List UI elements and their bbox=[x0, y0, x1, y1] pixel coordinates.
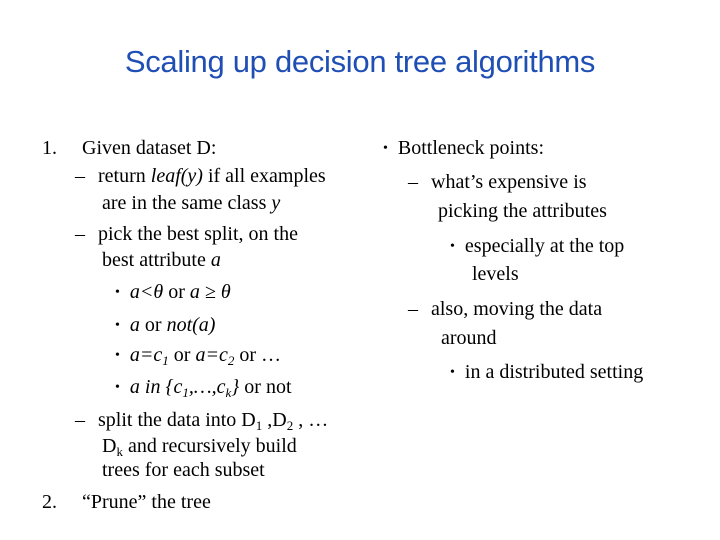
dash-marker: – bbox=[75, 409, 85, 431]
dash-marker: – bbox=[408, 298, 418, 320]
subscript: 1 bbox=[162, 353, 169, 368]
math-expr: a<θ bbox=[129, 281, 164, 303]
text-fragment: also, moving the data bbox=[431, 298, 603, 320]
sub-item-continuation bbox=[102, 191, 280, 215]
right-sub-continuation bbox=[438, 199, 607, 223]
math-expr: a ≥ θ bbox=[189, 281, 231, 303]
text-fragment: if all examples bbox=[202, 165, 326, 187]
subscript: 2 bbox=[286, 418, 294, 433]
list-text: “Prune” the tree bbox=[82, 491, 211, 513]
right-sub-continuation bbox=[441, 326, 497, 350]
text-fragment: return bbox=[98, 165, 151, 187]
text-fragment: especially at the top bbox=[464, 235, 625, 257]
text-fragment: or not bbox=[239, 376, 292, 398]
list-marker: 1. bbox=[42, 137, 57, 159]
text-fragment: trees for each subset bbox=[102, 459, 265, 481]
text-fragment: Bottleneck points: bbox=[397, 137, 544, 159]
slide-title: Scaling up decision tree algorithms bbox=[124, 44, 596, 79]
subscript: 2 bbox=[227, 353, 235, 368]
sub-item-continuation bbox=[102, 458, 265, 482]
math-expr: a=c bbox=[195, 344, 228, 366]
math-expr: a in {c bbox=[129, 376, 183, 398]
list-marker: 2. bbox=[42, 491, 57, 513]
right-sub-expensive bbox=[408, 170, 587, 194]
bullet-icon: • bbox=[115, 348, 120, 363]
dash-marker: – bbox=[75, 165, 85, 187]
math-var: y bbox=[271, 192, 281, 214]
right-bullet-continuation bbox=[472, 262, 519, 286]
text-fragment: picking the attributes bbox=[438, 200, 607, 222]
right-bullet-distributed bbox=[450, 360, 643, 385]
text-fragment: what’s expensive is bbox=[431, 171, 587, 193]
text-fragment: D bbox=[102, 435, 117, 457]
list-text: Given dataset D: bbox=[82, 137, 217, 159]
subscript: 1 bbox=[182, 385, 189, 400]
sub-item-continuation bbox=[102, 248, 221, 272]
text-fragment: are in the same class bbox=[102, 192, 272, 214]
text-fragment: split the data into D bbox=[98, 409, 256, 431]
sub-item-continuation bbox=[102, 434, 297, 458]
bullet-icon: • bbox=[450, 239, 455, 254]
text-fragment: ,D bbox=[262, 409, 287, 431]
bullet-set bbox=[115, 375, 292, 400]
right-bullet-bottleneck bbox=[383, 136, 544, 161]
bullet-equals bbox=[115, 343, 281, 368]
bullet-icon: • bbox=[450, 365, 455, 380]
text-fragment: levels bbox=[472, 263, 519, 285]
bullet-icon: • bbox=[115, 318, 120, 333]
sub-item-best-split bbox=[75, 222, 298, 246]
math-leaf: leaf(y) bbox=[150, 165, 203, 187]
text-fragment: or bbox=[163, 281, 190, 303]
bullet-icon: • bbox=[115, 285, 120, 300]
text-fragment: , … bbox=[293, 409, 329, 431]
text-fragment: around bbox=[441, 327, 497, 349]
text-fragment: best attribute bbox=[102, 249, 211, 271]
math-expr: ,…,c bbox=[188, 376, 226, 398]
sub-item-return-leaf bbox=[75, 164, 326, 188]
math-expr: not(a) bbox=[166, 314, 216, 336]
list-item-2 bbox=[42, 490, 211, 514]
text-fragment: or … bbox=[234, 344, 281, 366]
bullet-icon: • bbox=[115, 380, 120, 395]
subscript: k bbox=[116, 444, 123, 459]
text-fragment: pick the best split, on the bbox=[98, 223, 298, 245]
math-expr: } bbox=[231, 376, 240, 398]
text-fragment: and recursively build bbox=[122, 435, 297, 457]
text-fragment: or bbox=[139, 314, 167, 336]
math-expr: a=c bbox=[129, 344, 163, 366]
subscript: k bbox=[225, 385, 232, 400]
text-fragment: in a distributed setting bbox=[464, 361, 644, 383]
list-item-1 bbox=[42, 136, 216, 160]
bullet-binary bbox=[115, 313, 215, 338]
math-expr: a bbox=[129, 314, 140, 336]
math-var: a bbox=[210, 249, 221, 271]
right-bullet-top-levels bbox=[450, 234, 624, 259]
subscript: 1 bbox=[255, 418, 263, 433]
dash-marker: – bbox=[75, 223, 85, 245]
text-fragment: or bbox=[168, 344, 196, 366]
dash-marker: – bbox=[408, 171, 418, 193]
sub-item-split-data bbox=[75, 408, 328, 432]
bullet-threshold bbox=[115, 280, 231, 305]
right-sub-moving bbox=[408, 297, 602, 321]
bullet-icon: • bbox=[383, 141, 388, 156]
